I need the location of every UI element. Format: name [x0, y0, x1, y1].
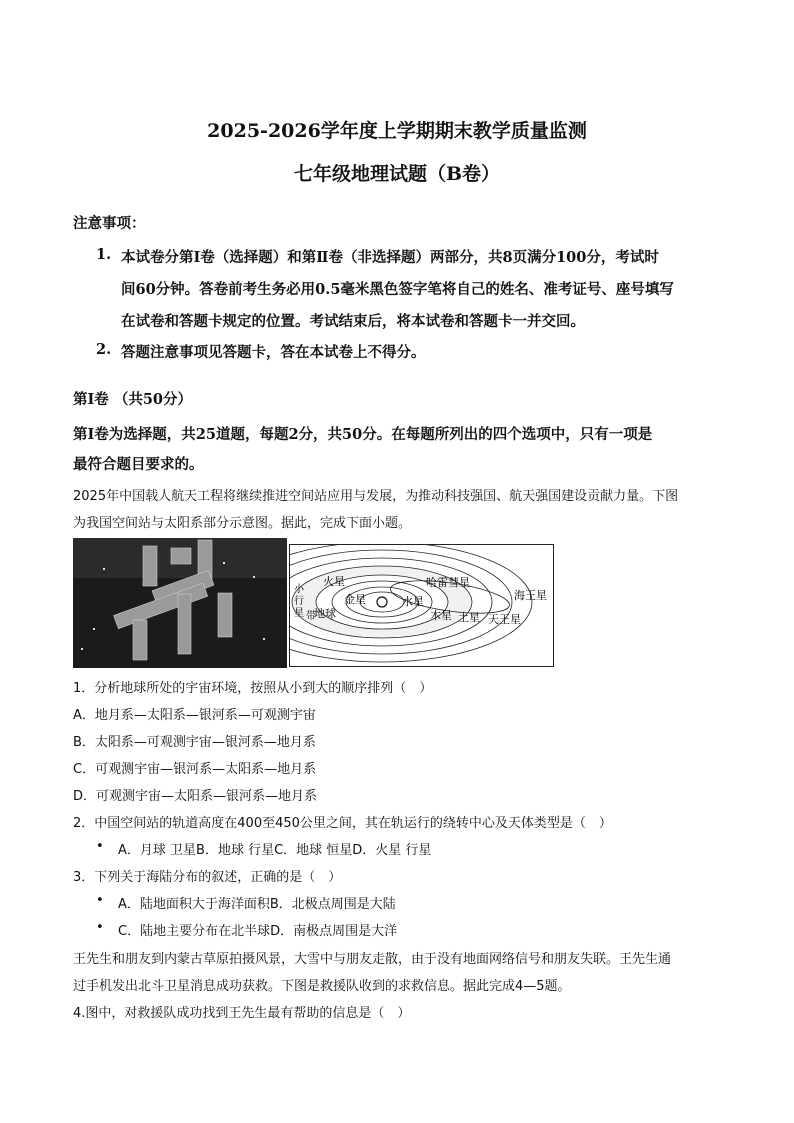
notice-item-2-num: 2. [96, 341, 112, 358]
question-3-options-2: C．陆地主要分布在北半球D．南极点周围是大洋 [118, 924, 398, 939]
label-asteroid-3: 星 [294, 608, 304, 619]
bullet-icon: • [96, 920, 104, 935]
section-heading: 第Ⅰ卷 （共50分） [73, 391, 193, 408]
bullet-icon: • [96, 893, 104, 908]
label-mars: 火星 [323, 575, 345, 588]
section-instructions-line-1: 第Ⅰ卷为选择题，共25道题，每题2分，共50分。在每题所列出的四个选项中，只有一项是 [73, 426, 653, 443]
label-uranus: 天王星 [488, 613, 521, 626]
label-jupiter: 木星 [430, 609, 452, 622]
question-1-option-b: B．太阳系—可观测宇宙—银河系—地月系 [73, 735, 316, 750]
notice-item-2-line-1: 答题注意事项见答题卡，答在本试卷上不得分。 [121, 344, 426, 361]
notice-item-1-line-2: 间60分钟。答卷前考生务必用0.5毫米黑色签字笔将自己的姓名、准考证号、座号填写 [121, 281, 674, 298]
page-subtitle: 七年级地理试题（B卷） [293, 163, 501, 185]
notice-item-1-line-3: 在试卷和答题卡规定的位置。考试结束后，将本试卷和答题卡一并交回。 [121, 313, 585, 330]
question-4-stem: 4.图中，对救援队成功找到王先生最有帮助的信息是（ ） [73, 1006, 411, 1021]
question-1-option-c: C．可观测宇宙—银河系—太阳系—地月系 [73, 762, 317, 777]
question-3-options-1: A．陆地面积大于海洋面积B．北极点周围是大陆 [118, 897, 396, 912]
label-venus: 金星 [344, 593, 366, 606]
question-1-option-a: A．地月系—太阳系—银河系—可观测宇宙 [73, 708, 316, 723]
notice-item-1-num: 1. [96, 246, 112, 263]
question-2-stem: 2．中国空间站的轨道高度在400至450公里之间，其在轨运行的绕转中心及天体类型是（ ） [73, 816, 612, 831]
label-halley: 哈雷彗星 [426, 576, 470, 589]
label-asteroid-4: 带 [306, 611, 316, 622]
passage-1-line-2: 为我国空间站与太阳系部分示意图。据此，完成下面小题。 [73, 516, 412, 531]
notice-item-1-line-1: 本试卷分第Ⅰ卷（选择题）和第Ⅱ卷（非选择题）两部分，共8页满分100分，考试时 [121, 249, 659, 266]
page-title: 2025-2026学年度上学期期末教学质量监测 [207, 120, 587, 142]
bullet-icon: • [96, 839, 104, 854]
label-mercury: 水星 [402, 595, 424, 608]
question-1-option-d: D．可观测宇宙—太阳系—银河系—地月系 [73, 789, 318, 804]
solar-system-drawing [290, 545, 553, 666]
label-asteroid-1: 小 [294, 584, 304, 595]
passage-2-line-2: 过手机发出北斗卫星消息成功获救。下图是救援队收到的求救信息。据此完成4—5题。 [73, 979, 571, 994]
space-station-drawing [73, 538, 287, 668]
section-instructions-line-2: 最符合题目要求的。 [73, 456, 204, 473]
question-1-stem: 1．分析地球所处的宇宙环境，按照从小到大的顺序排列（ ） [73, 681, 433, 696]
question-3-stem: 3．下列关于海陆分布的叙述，正确的是（ ） [73, 870, 342, 885]
notice-heading: 注意事项： [73, 215, 146, 232]
label-earth: 地球 [314, 607, 336, 620]
passage-2-line-1: 王先生和朋友到内蒙古草原拍摄风景，大雪中与朋友走散，由于没有地面网络信号和朋友失联。王先生通 [73, 952, 672, 967]
space-station-image [73, 538, 287, 668]
label-asteroid-2: 行 [294, 596, 304, 607]
passage-1-line-1: 2025年中国载人航天工程将继续推进空间站应用与发展，为推动科技强国、航天强国建设贡献力量。下图 [73, 489, 679, 504]
label-neptune: 海王星 [514, 589, 547, 602]
sun-icon [377, 597, 387, 607]
solar-system-diagram [289, 544, 554, 667]
label-saturn: 土星 [458, 611, 480, 624]
question-2-options: A．月球 卫星B．地球 行星C．地球 恒星D．火星 行星 [118, 843, 432, 858]
